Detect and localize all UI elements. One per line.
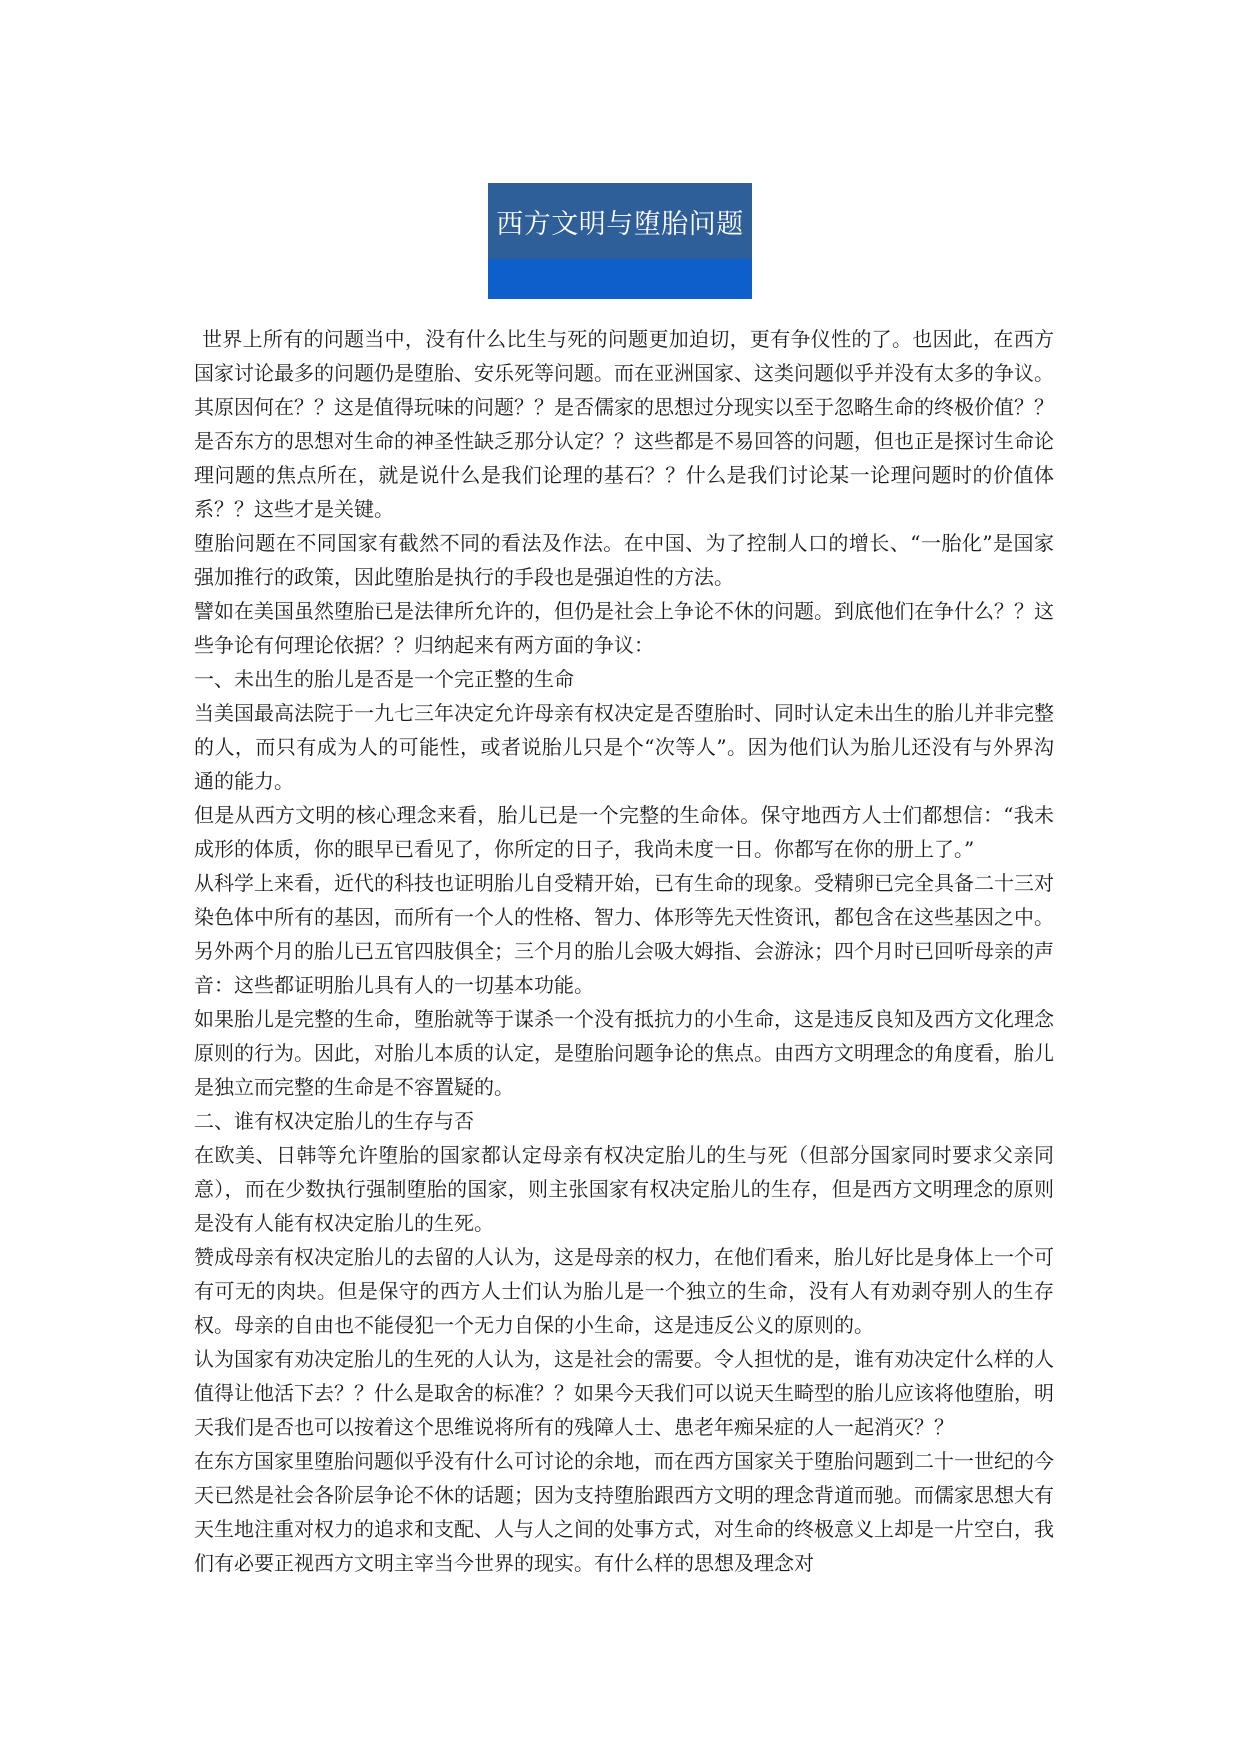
paragraph: 如果胎儿是完整的生命，堕胎就等于谋杀一个没有抵抗力的小生命，这是违反良知及西方文化理念原则的行为。因此，对胎儿本质的认定，是堕胎问题争论的焦点。由西方文明理念的角度看，胎儿是独立而完整的生命是不容置疑的。 (194, 1007, 1054, 1099)
paragraph: 譬如在美国虽然堕胎已是法律所允许的，但仍是社会上争论不休的问题。到底他们在争什么？？这些争论有何理论依据？？归纳起来有两方面的争议： (194, 599, 1054, 657)
section-heading-2: 二、谁有权决定胎儿的生存与否 (194, 1109, 474, 1133)
paragraph: 认为国家有劝决定胎儿的生死的人认为，这是社会的需要。令人担忧的是，谁有劝决定什么样的人值得让他活下去？？什么是取舍的标准？？如果今天我们可以说天生畸型的胎儿应该将他堕胎，明天我们是否也可以按着这个思维说将所有的残障人士、患老年痴呆症的人一起消灭？？ (194, 1347, 1054, 1439)
title-banner-bottom (488, 259, 752, 299)
title-banner-top (488, 183, 752, 259)
paragraph: 在欧美、日韩等允许堕胎的国家都认定母亲有权决定胎儿的生与死（但部分国家同时要求父亲同意），而在少数执行强制堕胎的国家，则主张国家有权决定胎儿的生存，但是西方文明理念的原则是没有人能有权决定胎儿的生死。 (194, 1143, 1054, 1235)
paragraph: 当美国最高法院于一九七三年决定允许母亲有权决定是否堕胎时、同时认定未出生的胎儿并非完整的人，而只有成为人的可能性，或者说胎儿只是个“次等人”。因为他们认为胎儿还没有与外界沟通的能力。 (194, 701, 1054, 793)
paragraph: 从科学上来看，近代的科技也证明胎儿自受精开始，已有生命的现象。受精卵已完全具备二十三对染色体中所有的基因，而所有一个人的性格、智力、体形等先天性资讯，都包含在这些基因之中。另外两个月的胎儿已五官四肢俱全；三个月的胎儿会吸大姆指、会游泳；四个月时已回听母亲的声音：这些都证明胎儿具有人的一切基本功能。 (194, 871, 1054, 997)
paragraph: 堕胎问题在不同国家有截然不同的看法及作法。在中国、为了控制人口的增长、“一胎化”是国家强加推行的政策，因此堕胎是执行的手段也是强迫性的方法。 (194, 531, 1054, 589)
paragraph: 赞成母亲有权决定胎儿的去留的人认为，这是母亲的权力，在他们看来，胎儿好比是身体上一个可有可无的肉块。但是保守的西方人士们认为胎儿是一个独立的生命，没有人有劝剥夺别人的生存权。母亲的自由也不能侵犯一个无力自保的小生命，这是违反公义的原则的。 (194, 1245, 1054, 1337)
paragraph: 但是从西方文明的核心理念来看，胎儿已是一个完整的生命体。保守地西方人士们都想信：“我未成形的体质，你的眼早已看见了，你所定的日子，我尚未度一日。你都写在你的册上了。” (194, 803, 1054, 861)
section-heading-1: 一、未出生的胎儿是否是一个完正整的生命 (194, 667, 574, 691)
title-banner (488, 183, 752, 299)
paragraph-intro: 世界上所有的问题当中，没有什么比生与死的问题更加迫切，更有争仪性的了。也因此，在西方国家讨论最多的问题仍是堕胎、安乐死等问题。而在亚洲国家、这类问题似乎并没有太多的争议。其原因何在？？这是值得玩味的问题？？是否儒家的思想过分现实以至于忽略生命的终极价值？？是否东方的思想对生命的神圣性缺乏那分认定？？这些都是不易回答的问题，但也正是探讨生命论理问题的焦点所在，就是说什么是我们论理的基石？？什么是我们讨论某一论理问题时的价值体系？？这些才是关键。 (194, 327, 1054, 521)
document-body (194, 322, 1054, 1580)
document-title: 西方文明与堕胎问题 (496, 208, 744, 240)
paragraph: 在东方国家里堕胎问题似乎没有什么可讨论的余地，而在西方国家关于堕胎问题到二十一世纪的今天已然是社会各阶层争论不休的话题；因为支持堕胎跟西方文明的理念背道而驰。而儒家思想大有天生地注重对权力的追求和支配、人与人之间的处事方式，对生命的终极意义上却是一片空白，我们有必要正视西方文明主宰当今世界的现实。有什么样的思想及理念对 (194, 1449, 1054, 1575)
